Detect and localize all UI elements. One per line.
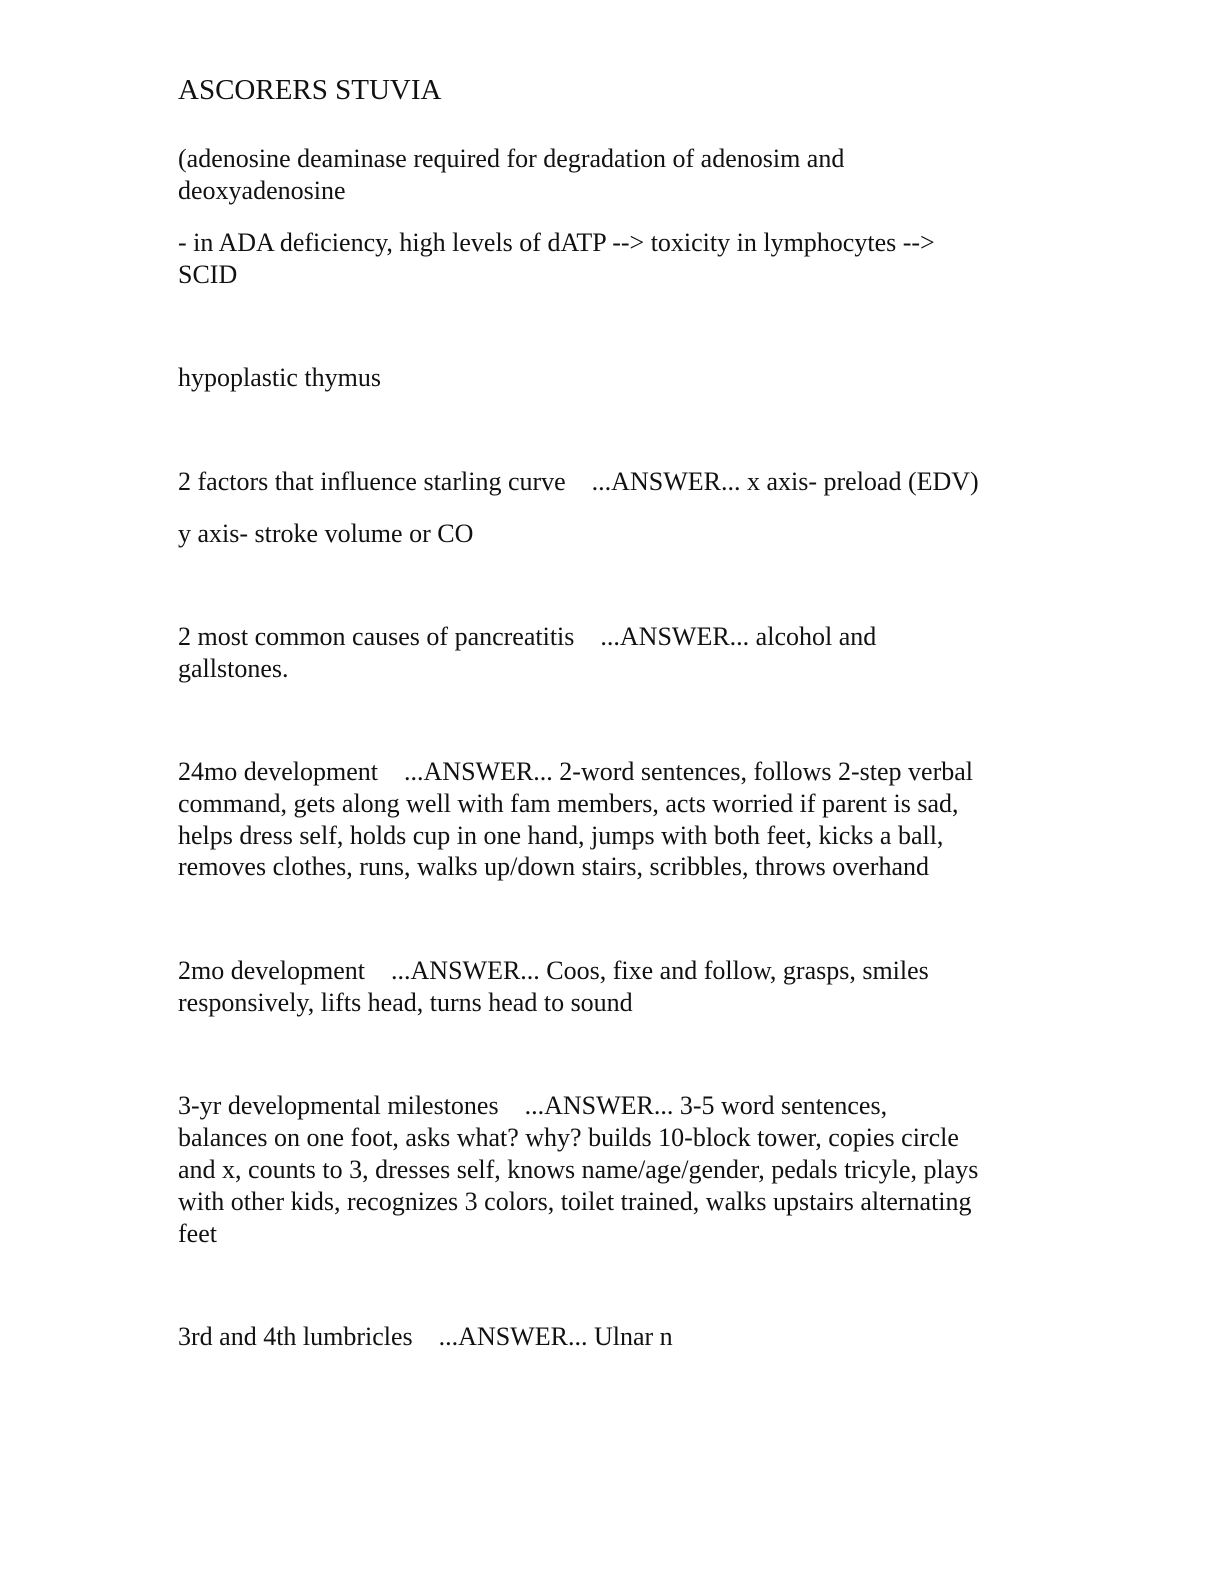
intro-line: deoxyadenosine xyxy=(178,176,346,205)
intro-line: (adenosine deaminase required for degradation of adenosim and xyxy=(178,144,845,173)
flashcard-line: 3-yr developmental milestones ...ANSWER... 3-5 word sentences, xyxy=(178,1091,888,1120)
flashcard-line: and x, counts to 3, dresses self, knows name/age/gender, pedals tricyle, plays xyxy=(178,1155,979,1184)
flashcard-line: feet xyxy=(178,1219,217,1248)
flashcard-line: 2 most common causes of pancreatitis ...ANSWER... alcohol and xyxy=(178,622,877,651)
flashcard-line: 24mo development ...ANSWER... 2-word sentences, follows 2-step verbal xyxy=(178,757,974,786)
intro-line: hypoplastic thymus xyxy=(178,363,381,392)
flashcard-line: 2 factors that influence starling curve ...ANSWER... x axis- preload (EDV) xyxy=(178,467,979,496)
flashcard-line: command, gets along well with fam members, acts worried if parent is sad, xyxy=(178,789,959,818)
flashcard-line: removes clothes, runs, walks up/down stairs, scribbles, throws overhand xyxy=(178,852,929,881)
intro-line: SCID xyxy=(178,260,238,289)
flashcard-line: y axis- stroke volume or CO xyxy=(178,519,474,548)
flashcard-line: helps dress self, holds cup in one hand, jumps with both feet, kicks a ball, xyxy=(178,821,944,850)
flashcard-line: 2mo development ...ANSWER... Coos, fixe and follow, grasps, smiles xyxy=(178,956,929,985)
flashcard-line: with other kids, recognizes 3 colors, toilet trained, walks upstairs alternating xyxy=(178,1187,972,1216)
flashcard-line: 3rd and 4th lumbricles ...ANSWER... Ulnar n xyxy=(178,1322,673,1351)
intro-line: - in ADA deficiency, high levels of dATP --> toxicity in lymphocytes --> xyxy=(178,228,935,257)
flashcard-line: gallstones. xyxy=(178,654,289,683)
document-title: ASCORERS STUVIA xyxy=(178,74,442,106)
flashcard-line: balances on one foot, asks what? why? builds 10-block tower, copies circle xyxy=(178,1123,959,1152)
flashcard-line: responsively, lifts head, turns head to sound xyxy=(178,988,633,1017)
